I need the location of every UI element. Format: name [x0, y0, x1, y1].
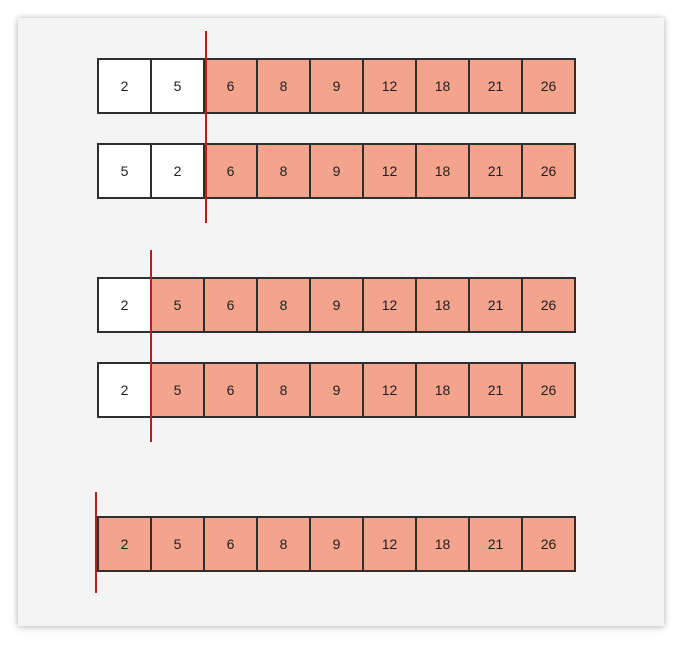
array-cell-sorted: 9	[309, 277, 364, 333]
array-row-1	[97, 58, 576, 114]
sorted-boundary-line-3	[95, 492, 97, 593]
array-cell-sorted: 6	[203, 516, 258, 572]
array-cell-unsorted: 2	[97, 362, 152, 418]
array-cell-sorted: 9	[309, 58, 364, 114]
array-cell-sorted: 18	[415, 58, 470, 114]
array-cell-sorted: 26	[521, 277, 576, 333]
array-cell-sorted: 26	[521, 516, 576, 572]
sorted-boundary-line-2	[150, 250, 152, 442]
array-cell-sorted: 21	[468, 58, 523, 114]
array-cell-sorted: 12	[362, 143, 417, 199]
array-row-4	[97, 362, 576, 418]
array-row-2	[97, 143, 576, 199]
array-cell-sorted: 9	[309, 516, 364, 572]
array-cell-sorted: 6	[203, 58, 258, 114]
array-cell-sorted: 6	[203, 277, 258, 333]
array-cell-sorted: 5	[150, 277, 205, 333]
array-cell-sorted: 12	[362, 362, 417, 418]
array-cell-unsorted: 5	[97, 143, 152, 199]
array-cell-unsorted: 2	[97, 58, 152, 114]
array-cell-sorted: 18	[415, 516, 470, 572]
array-cell-sorted: 21	[468, 362, 523, 418]
array-cell-sorted: 8	[256, 58, 311, 114]
array-cell-sorted: 12	[362, 516, 417, 572]
array-row-5	[97, 516, 576, 572]
array-cell-unsorted: 2	[97, 277, 152, 333]
array-cell-sorted: 26	[521, 362, 576, 418]
array-cell-sorted: 9	[309, 143, 364, 199]
array-cell-unsorted: 5	[150, 58, 205, 114]
array-cell-sorted: 5	[150, 362, 205, 418]
array-cell-sorted: 21	[468, 516, 523, 572]
sorted-boundary-line-1	[205, 31, 207, 223]
array-cell-sorted: 8	[256, 516, 311, 572]
array-cell-sorted: 6	[203, 143, 258, 199]
array-cell-sorted: 12	[362, 58, 417, 114]
array-cell-sorted: 26	[521, 143, 576, 199]
array-cell-sorted: 2	[97, 516, 152, 572]
array-cell-sorted: 8	[256, 143, 311, 199]
array-cell-sorted: 18	[415, 277, 470, 333]
array-cell-sorted: 26	[521, 58, 576, 114]
array-cell-sorted: 21	[468, 143, 523, 199]
array-cell-sorted: 8	[256, 277, 311, 333]
array-cell-unsorted: 2	[150, 143, 205, 199]
array-cell-sorted: 9	[309, 362, 364, 418]
array-cell-sorted: 6	[203, 362, 258, 418]
array-cell-sorted: 5	[150, 516, 205, 572]
array-cell-sorted: 8	[256, 362, 311, 418]
array-cell-sorted: 12	[362, 277, 417, 333]
array-cell-sorted: 18	[415, 143, 470, 199]
array-row-3	[97, 277, 576, 333]
array-cell-sorted: 21	[468, 277, 523, 333]
array-cell-sorted: 18	[415, 362, 470, 418]
